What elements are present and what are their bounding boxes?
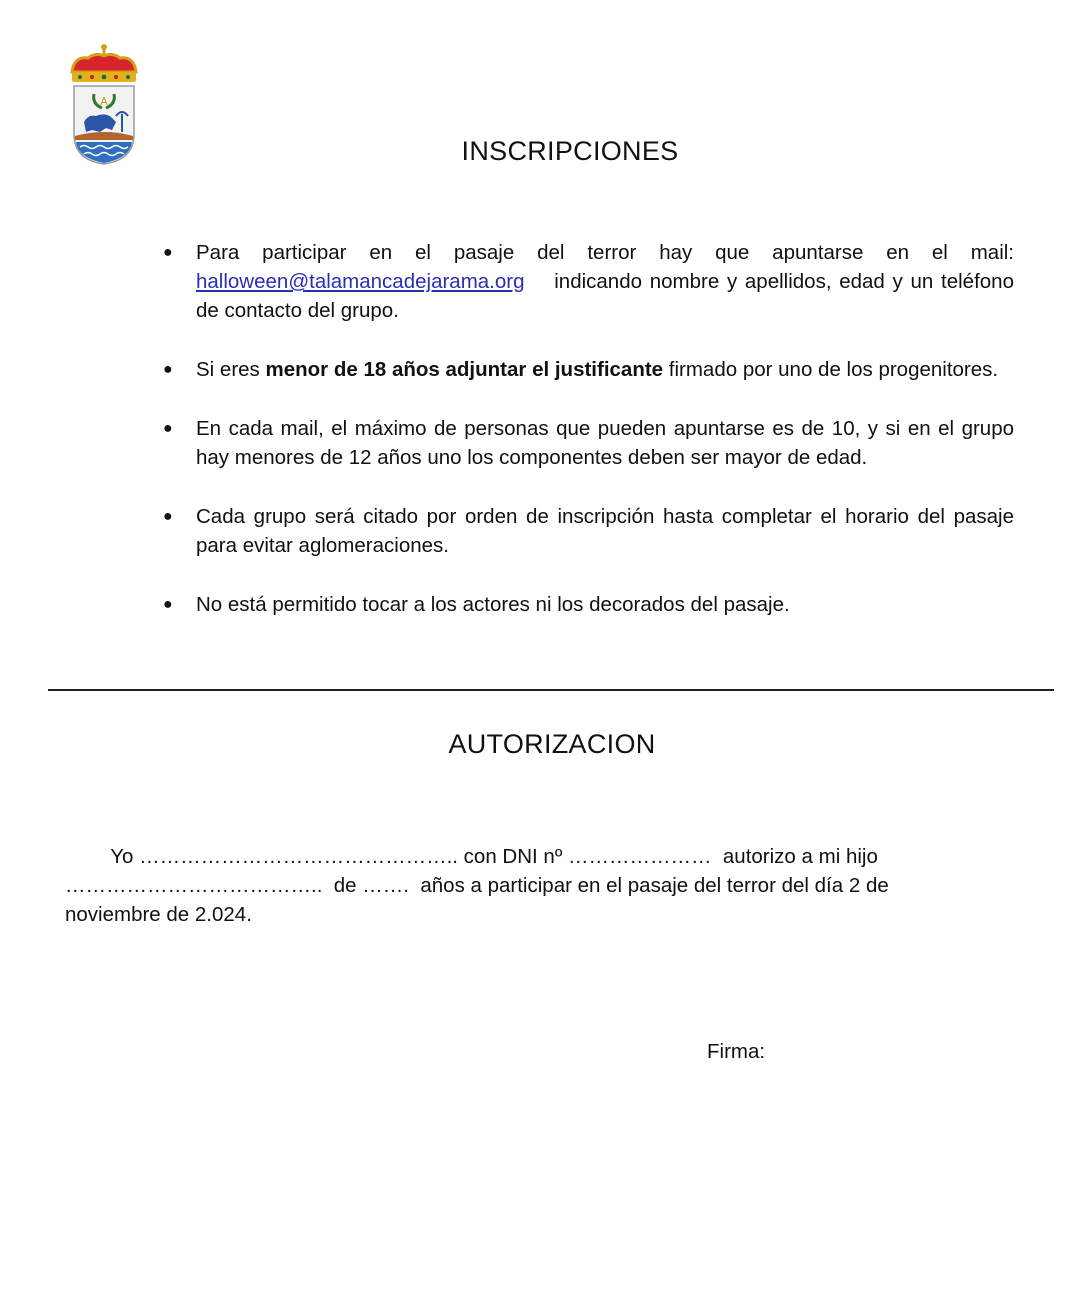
bullet-icon: ● — [163, 420, 173, 437]
rule-item — [163, 502, 1014, 560]
bullet-icon: ● — [163, 361, 173, 378]
authorization-title: AUTORIZACION — [448, 729, 656, 759]
email-link[interactable]: halloween@talamancadejarama.org — [196, 270, 525, 293]
bullet-icon: ● — [163, 244, 173, 261]
rule-text: No está permitido tocar a los actores ni los decorados del pasaje. — [196, 593, 790, 616]
rule-text: Para participar en el pasaje del terror hay que apuntarse en el mail: — [196, 241, 1014, 264]
svg-text:A: A — [100, 95, 108, 108]
rule-emphasis: menor de 18 años adjuntar el justificante — [265, 358, 664, 381]
section-divider — [48, 689, 1054, 691]
bullet-icon: ● — [163, 596, 173, 613]
rule-text: Cada grupo será citado por orden de inscripción hasta completar el horario del pasaje para evitar aglomeraciones. — [196, 505, 1014, 557]
bullet-icon: ● — [163, 508, 173, 525]
authorization-form — [65, 842, 965, 929]
signature-label: Firma: — [707, 1040, 766, 1063]
rule-text: indicando nombre y apellidos, edad y un teléfono de contacto del grupo. — [196, 270, 1014, 322]
page-title: INSCRIPCIONES — [461, 136, 679, 166]
authorization-line: noviembre de 2.024. — [65, 903, 252, 926]
rule-item — [163, 238, 1014, 325]
rule-item — [163, 355, 1014, 384]
authorization-line[interactable]: Yo ……………………………………….. con DNI nº ………………… autorizo a mi hijo — [65, 845, 878, 868]
rule-text: firmado por uno de los progenitores. — [663, 358, 999, 381]
rule-item — [163, 590, 1014, 619]
rules-list — [163, 238, 1014, 649]
rule-text: En cada mail, el máximo de personas que pueden apuntarse es de 10, y si en el grupo hay menores de 12 años uno los componentes deben ser mayor de edad. — [196, 417, 1014, 469]
rule-text: Si eres — [196, 358, 266, 381]
rule-item — [163, 414, 1014, 472]
authorization-line[interactable]: ……………………………….. de ……. años a participar en el pasaje del terror del día 2 de — [65, 874, 889, 897]
